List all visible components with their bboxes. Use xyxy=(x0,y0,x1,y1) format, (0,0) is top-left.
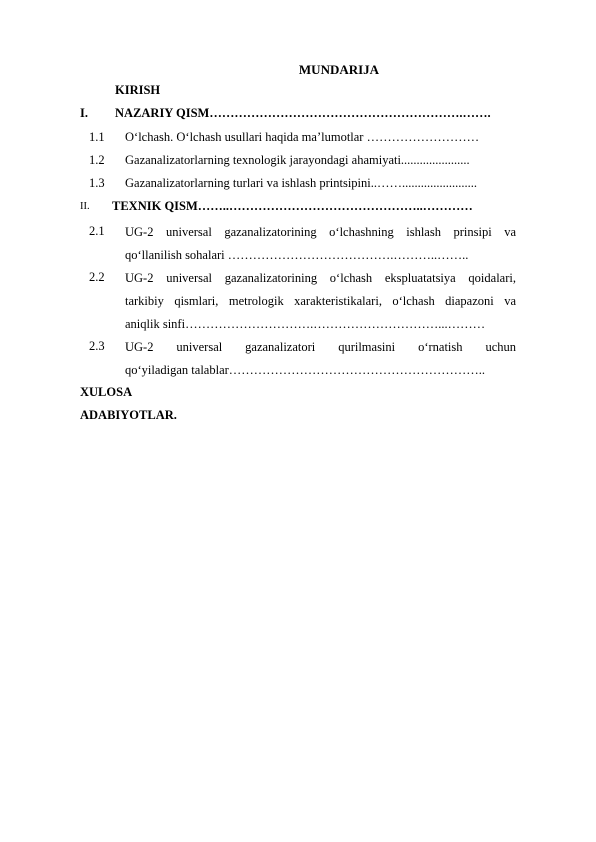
item-1-3-number: 1.3 xyxy=(89,176,105,190)
intro-heading: KIRISH xyxy=(115,83,161,97)
item-2-2-line: UG-2 universal gazanalizatorining o‘lchash ekspluatatsiya qoidalari, xyxy=(125,271,516,285)
item-2-3-text xyxy=(125,336,516,382)
item-1-2-text: Gazanalizatorlarning texnologik jarayondagi ahamiyati...................... xyxy=(125,153,470,167)
item-2-1-text xyxy=(125,221,516,267)
section-2-heading: TEXNIK QISM……..………………………………………..………… xyxy=(112,199,473,213)
item-2-3-number: 2.3 xyxy=(89,339,105,353)
item-2-3-line: qo‘yiladigan talablar…………………………………………………….. xyxy=(125,363,486,377)
item-2-2-number: 2.2 xyxy=(89,270,105,284)
item-2-1-line: UG-2 universal gazanalizatorining o‘lchashning ishlash prinsipi va xyxy=(125,225,516,239)
conclusion-heading: XULOSA xyxy=(80,385,133,399)
item-1-1-text: O‘lchash. O‘lchash usullari haqida ma’lumotlar ……………………… xyxy=(125,130,480,144)
item-1-3-text: Gazanalizatorlarning turlari va ishlash printsipini..……........................ xyxy=(125,176,478,190)
section-2-number: II. xyxy=(80,201,90,212)
item-2-3-line: UG-2 universal gazanalizatori qurilmasini o‘rnatish uchun xyxy=(125,340,516,354)
item-1-2-number: 1.2 xyxy=(89,153,105,167)
item-2-2-text xyxy=(125,267,516,336)
item-2-1-line: qo‘llanilish sohalari ………………………………….………..…….. xyxy=(125,248,469,262)
item-1-1-number: 1.1 xyxy=(89,130,105,144)
item-2-2-line: tarkibiy qismlari, metrologik xarakteristikalari, o‘lchash diapazoni va xyxy=(125,294,516,308)
item-2-2-line: aniqlik sinfi………………………….…………………………...……… xyxy=(125,317,486,331)
references-heading: ADABIYOTLAR. xyxy=(80,408,177,422)
section-1-number: I. xyxy=(80,106,88,120)
item-2-1-number: 2.1 xyxy=(89,224,105,238)
page-title: MUNDARIJA xyxy=(298,62,380,77)
section-1-heading: NAZARIY QISM…………………………………………………….……. xyxy=(115,106,491,120)
